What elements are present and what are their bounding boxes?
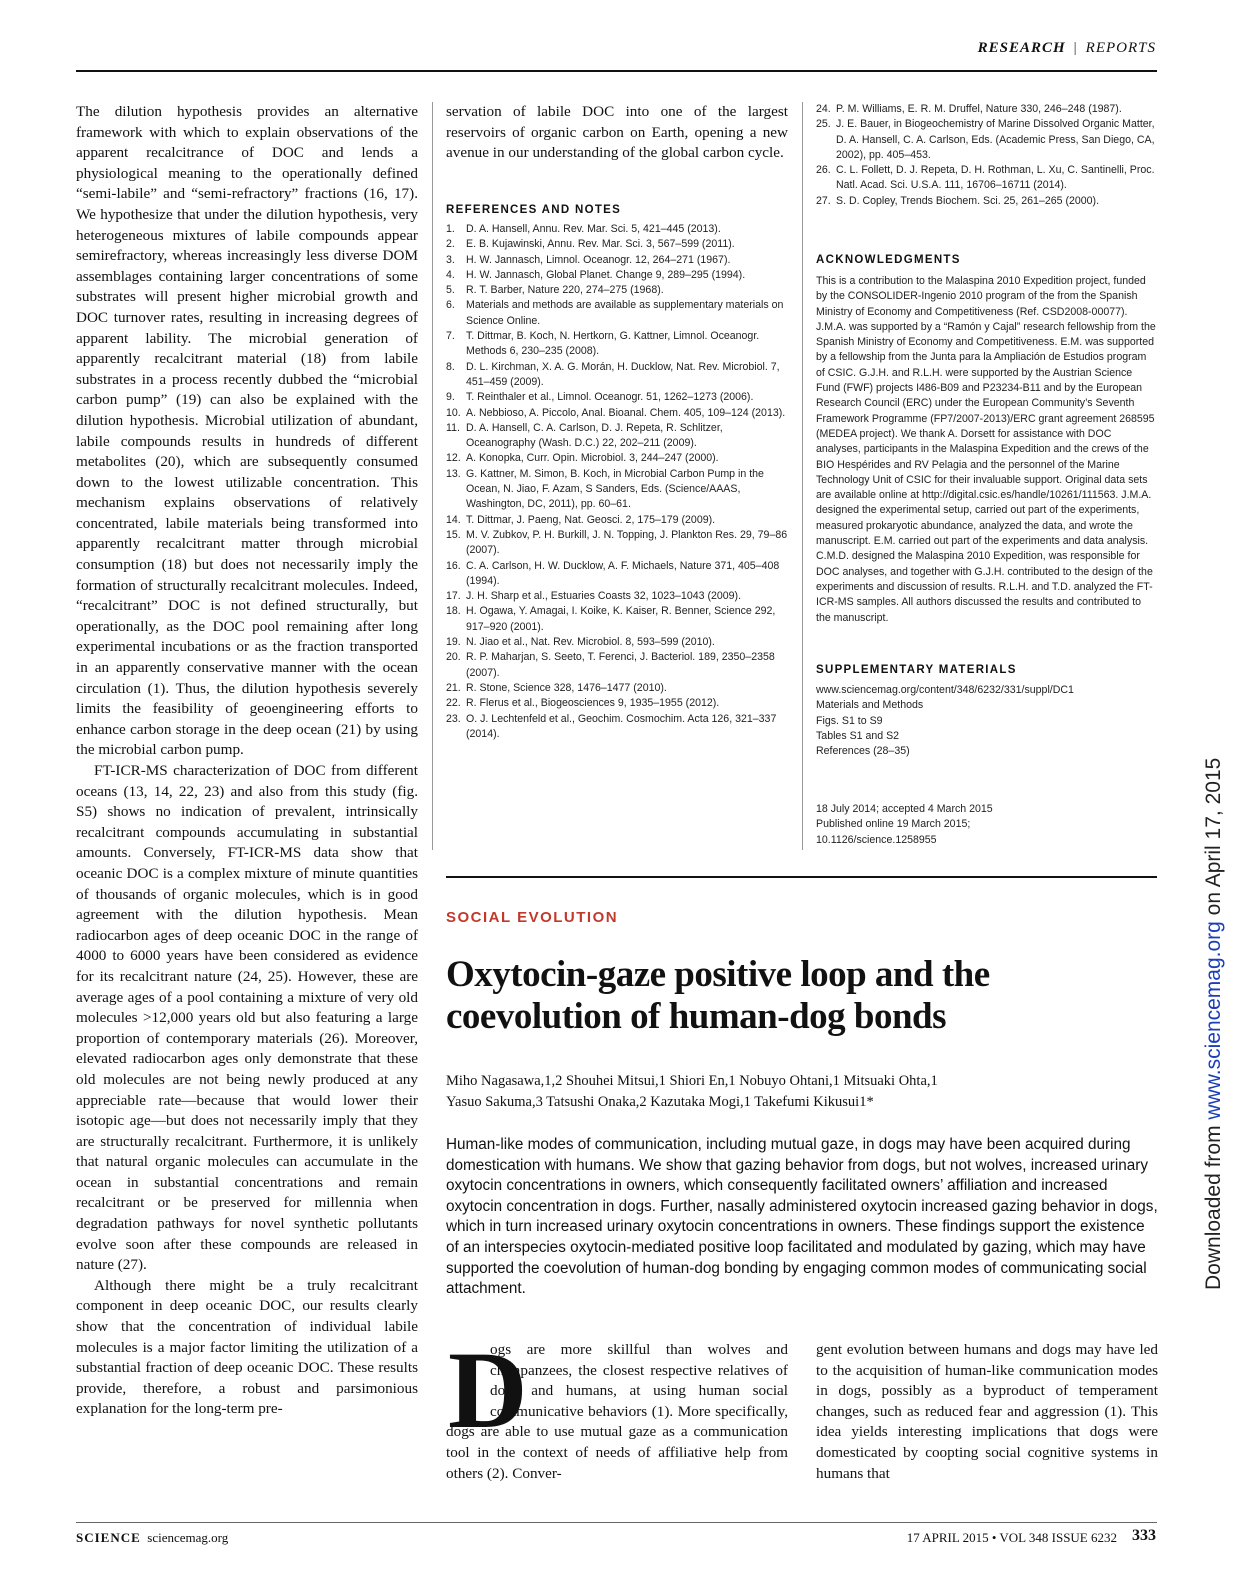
running-header xyxy=(978,40,1156,57)
reference-number: 15. xyxy=(446,528,461,541)
supplementary-link[interactable]: www.sciencemag.org/content/348/6232/331/suppl/DC1 xyxy=(816,684,1074,696)
acknowledgments-text: This is a contribution to the Malaspina 2010 Expedition project, funded by the CONSOLIDER-Ingenio 2010 program of the from the Spanish Ministry of Economy and Competitiveness (Ref. CSD2008-00077). J.M.A. was supported by a “Ramón y Cajal” research fellowship from the Spanish Ministry of Economy and Competitiveness. E.M. was supported by a fellowship from the Junta para la Ampliación de Estudios program of CSIC. G.J.H. and R.L.H. were supported by the Austrian Science Fund (FWF) projects I486-B09 and P23234-B11 and by the European Research Council (ERC) under the European Community’s Seventh Framework Programme (FP7/2007-2013)/ERC grant agreement 268595 (MEDEA project). We thank A. Dorsett for assistance with DOC analyses, participants in the Malaspina Expedition and the crews of the BIO Hespérides and RV Pelagia and the personnel of the Marine Technology Unit of CSIC for their invaluable support. Original data sets are available online at http://digital.csic.es/handle/10261/111563. J.M.A. designed the experimental setup, carried out part of the experiments, measured prokaryotic abundance, analyzed the data, and wrote the manuscript. E.M. carried out part of the experiments and data analysis. C.M.D. designed the Malaspina 2010 Expedition, was responsible for DOC analyses, and together with G.J.H. contributed to the design of the experiments and discussion of results. R.L.H. and T.D. analyzed the FT-ICR-MS samples. All authors discussed the results and contributed to the manuscript. xyxy=(816,275,1156,624)
reference-item xyxy=(446,421,790,452)
reference-number: 14. xyxy=(446,513,461,526)
header-section: RESEARCH xyxy=(977,40,1066,56)
reference-number: 18. xyxy=(446,605,461,618)
reference-item xyxy=(446,451,790,466)
reference-text: H. Ogawa, Y. Amagai, I. Koike, K. Kaiser, R. Benner, Science 292, 917–920 (2001). xyxy=(466,605,776,633)
reference-item xyxy=(446,268,790,283)
reference-item xyxy=(816,102,1158,117)
references-list-b xyxy=(816,102,1158,209)
reference-item xyxy=(446,681,790,696)
reference-number: 1. xyxy=(446,223,455,235)
reference-item xyxy=(446,360,790,391)
reference-number: 24. xyxy=(816,103,831,115)
reference-text: J. E. Bauer, in Biogeochemistry of Marine Dissolved Organic Matter, D. A. Hansell, C. A. Carlson, Eds. (Academic Press, San Diego, CA, 2002), pp. 405–453. xyxy=(836,118,1155,161)
reference-number: 22. xyxy=(446,697,461,710)
reference-number: 17. xyxy=(446,590,461,603)
reference-item xyxy=(446,298,790,329)
reference-text: R. Stone, Science 328, 1476–1477 (2010). xyxy=(466,681,667,694)
reference-text: E. B. Kujawinski, Annu. Rev. Mar. Sci. 3, 567–599 (2011). xyxy=(466,238,735,251)
column-divider-1 xyxy=(432,102,433,850)
reference-item xyxy=(446,528,790,559)
reference-number: 13. xyxy=(446,467,461,480)
reference-item xyxy=(446,696,790,711)
reference-item xyxy=(446,222,790,237)
reference-text: A. Konopka, Curr. Opin. Microbiol. 3, 244–247 (2000). xyxy=(466,452,719,465)
reference-number: 9. xyxy=(446,391,455,404)
supplementary-item: Figs. S1 to S9 xyxy=(816,714,883,727)
col1-paragraph-3: Although there might be a truly recalcitrant component in deep oceanic DOC, our results clearly show that the concentration of individual labile molecules is a major factor limiting the utilization of a substantial fraction of deep oceanic DOC. These results provide, therefore, a robust and parsimonious explanation for the long-term pre- xyxy=(76,1276,418,1418)
reference-item xyxy=(816,194,1158,209)
header-subsection: REPORTS xyxy=(1085,40,1156,56)
reference-number: 4. xyxy=(446,268,455,281)
references-list-a xyxy=(446,222,790,742)
supplementary-item: References (28–35) xyxy=(816,745,910,758)
reference-item xyxy=(446,283,790,298)
reference-item xyxy=(446,604,790,635)
footer-issue: 17 APRIL 2015 • VOL 348 ISSUE 6232 xyxy=(906,1530,1117,1545)
supplementary-heading: SUPPLEMENTARY MATERIALS xyxy=(816,664,1017,676)
reference-text: P. M. Williams, E. R. M. Druffel, Nature 330, 246–248 (1987). xyxy=(836,103,1122,115)
article-abstract: Human-like modes of communication, including mutual gaze, in dogs may have been acquired during domestication with humans. We show that gazing behavior from dogs, but not wolves, increased urinary oxytocin concentrations in owners, which consequently facilitated owners’ affiliation and increased oxytocin concentration in dogs. Further, nasally administered oxytocin increased gazing behavior in dogs, which in turn increased urinary oxytocin concentrations in owners. These findings support the existence of an interspecies oxytocin-mediated positive loop facilitated and modulated by gazing, which may have supported the coevolution of human-dog bonding by engaging common modes of communicating social attachment. xyxy=(446,1136,1158,1298)
reference-text: A. Nebbioso, A. Piccolo, Anal. Bioanal. Chem. 405, 109–124 (2013). xyxy=(466,406,786,419)
reference-text: R. T. Barber, Nature 220, 274–275 (1968). xyxy=(466,284,664,297)
reference-number: 12. xyxy=(446,452,461,465)
reference-item xyxy=(446,513,790,528)
article-body-col1: ogs are more skillful than wolves and chimpanzees, the closest respective relatives of dogs and humans, at using human social communicative behaviors (1). More specifically, dogs are able to use mutual gaze as a communication tool in the context of needs of affiliative help from others (2). Conver- xyxy=(446,1341,788,1482)
reference-number: 2. xyxy=(446,238,455,251)
header-separator: | xyxy=(1073,40,1078,56)
reference-number: 5. xyxy=(446,284,455,297)
acknowledgments-heading: ACKNOWLEDGMENTS xyxy=(816,254,961,266)
reference-text: N. Jiao et al., Nat. Rev. Microbiol. 8, 593–599 (2010). xyxy=(466,636,715,649)
reference-text: R. Flerus et al., Biogeosciences 9, 1935–1955 (2012). xyxy=(466,697,720,710)
doi: 10.1126/science.1258955 xyxy=(816,833,937,846)
article-title: Oxytocin-gaze positive loop and the coevolution of human-dog bonds xyxy=(446,954,990,1037)
references-heading: REFERENCES AND NOTES xyxy=(446,204,622,216)
download-watermark: Downloaded from www.sciencemag.org on April 17, 2015 xyxy=(1202,757,1225,1290)
reference-text: M. V. Zubkov, P. H. Burkill, J. N. Topping, J. Plankton Res. 29, 79–86 (2007). xyxy=(466,528,788,557)
reference-number: 23. xyxy=(446,712,461,725)
reference-number: 26. xyxy=(816,164,831,177)
reference-item xyxy=(816,117,1158,163)
reference-number: 6. xyxy=(446,299,455,312)
supplementary-item: Materials and Methods xyxy=(816,699,924,712)
reference-text: O. J. Lechtenfeld et al., Geochim. Cosmochim. Acta 126, 321–337 (2014). xyxy=(466,712,777,740)
article-body-col2: gent evolution between humans and dogs may have led to the acquisition of human-like communication modes in dogs, possibly as a byproduct of temperament changes, such as reduced fear and aggression (1). This idea yields interesting implications that dogs were domesticated by coopting social cognitive systems in humans that xyxy=(816,1341,1158,1482)
drop-cap: D xyxy=(448,1329,528,1451)
reference-number: 25. xyxy=(816,118,831,131)
reference-number: 20. xyxy=(446,651,461,664)
reference-number: 21. xyxy=(446,681,461,694)
reference-text: C. A. Carlson, H. W. Ducklow, A. F. Michaels, Nature 371, 405–408 (1994). xyxy=(466,559,780,587)
reference-item xyxy=(446,635,790,650)
column-2-text: servation of labile DOC into one of the largest reservoirs of organic carbon on Earth, opening a new avenue in our understanding of the global carbon cycle. xyxy=(446,103,788,162)
reference-text: R. P. Maharjan, S. Seeto, T. Ferenci, J. Bacteriol. 189, 2350–2358 (2007). xyxy=(466,651,775,679)
published-date: Published online 19 March 2015; xyxy=(816,818,971,831)
reference-item xyxy=(446,390,790,405)
reference-text: T. Reinthaler et al., Limnol. Oceanogr. 51, 1262–1273 (2006). xyxy=(466,391,754,404)
reference-number: 3. xyxy=(446,253,455,266)
reference-item xyxy=(446,712,790,743)
reference-item xyxy=(446,237,790,252)
download-source-link[interactable]: www.sciencemag.org xyxy=(1202,921,1225,1120)
footer-left xyxy=(76,1530,228,1546)
col1-paragraph-1: The dilution hypothesis provides an alternative framework with which to explain observations of the apparent recalcitrance of DOC and lends a physiological meaning to the operationally defined “semi-labile” and “semi-refractory” fractions (16, 17). We hypothesize that under the dilution hypothesis, very heterogeneous mixtures of labile compounds appear semirefractory, whereas increasingly less diverse DOM assemblages containing larger concentrations of some substrates will present higher microbial growth and DOC turnover rates, resulting in increasing degrees of apparent lability. The microbial generation of apparently recalcitrant material (18) from labile substrates in a process recently dubbed the “microbial carbon pump” (19) can also be explained with the dilution hypothesis. Microbial utilization of abundant, labile compounds results in hundreds of different metabolites (20), which are subsequently consumed down to the lowest utilizable concentration. This mechanism explains observations of relatively concentrated, labile materials being transformed into apparently recalcitrant matter through microbial consumption (18) but does not necessarily imply the formation of structurally recalcitrant molecules. Indeed, “recalcitrant” DOC is not defined structurally, but operationally, as the DOC pool remaining after long experimental incubations or as the fraction transported in an apparently conservative manner with the ocean circulation (1). Thus, the dilution hypothesis severely limits the feasibility of geoengineering efforts to enhance carbon storage in the deep ocean (21) by using the microbial carbon pump. xyxy=(76,103,418,759)
reference-number: 7. xyxy=(446,330,455,343)
reference-text: J. H. Sharp et al., Estuaries Coasts 32, 1023–1043 (2009). xyxy=(466,590,742,603)
footer-rule xyxy=(76,1522,1157,1523)
article-authors: Miho Nagasawa,1,2 Shouhei Mitsui,1 Shiori En,1 Nobuyo Ohtani,1 Mitsuaki Ohta,1 Yasuo Sakuma,3 Tatsushi Onaka,2 Kazutaka Mogi,1 Takefumi Kikusui1* xyxy=(446,1073,938,1110)
reference-text: G. Kattner, M. Simon, B. Koch, in Microbial Carbon Pump in the Ocean, N. Jiao, F. Azam, S Sanders, Eds. (Science/AAAS, Washington, DC, 2011), pp. 60–61. xyxy=(466,467,764,511)
reference-text: Materials and methods are available as supplementary materials on Science Online. xyxy=(466,299,784,327)
reference-item xyxy=(446,589,790,604)
reference-item xyxy=(446,467,790,513)
reference-text: D. L. Kirchman, X. A. G. Morán, H. Ducklow, Nat. Rev. Microbiol. 7, 451–459 (2009). xyxy=(466,360,780,388)
reference-item xyxy=(816,163,1158,194)
reference-item xyxy=(446,329,790,360)
reference-number: 19. xyxy=(446,636,461,649)
reference-number: 10. xyxy=(446,406,461,419)
reference-number: 27. xyxy=(816,194,831,207)
reference-text: C. L. Follett, D. J. Repeta, D. H. Rothman, L. Xu, C. Santinelli, Proc. Natl. Acad. Sci. U.S.A. 111, 16706–16711 (2014). xyxy=(836,164,1155,192)
reference-text: H. W. Jannasch, Global Planet. Change 9, 289–295 (1994). xyxy=(466,268,746,281)
supplementary-item: Tables S1 and S2 xyxy=(816,729,900,742)
reference-text: D. A. Hansell, C. A. Carlson, D. J. Repeta, R. Schlitzer, Oceanography (Wash. D.C.) 22, 202–211 (2009). xyxy=(466,421,723,450)
reference-item xyxy=(446,406,790,421)
footer-site: sciencemag.org xyxy=(147,1530,229,1545)
received-accepted-date: 18 July 2014; accepted 4 March 2015 xyxy=(816,803,993,815)
supplementary-list xyxy=(816,683,1158,759)
reference-text: S. D. Copley, Trends Biochem. Sci. 25, 261–265 (2000). xyxy=(836,194,1100,207)
reference-text: T. Dittmar, B. Koch, N. Hertkorn, G. Kattner, Limnol. Oceanogr. Methods 6, 230–235 (2008). xyxy=(466,330,760,358)
article-separator-rule xyxy=(446,876,1157,878)
reference-text: T. Dittmar, J. Paeng, Nat. Geosci. 2, 175–179 (2009). xyxy=(466,513,716,526)
article-dates xyxy=(816,802,1158,848)
col1-paragraph-2: FT-ICR-MS characterization of DOC from different oceans (13, 14, 22, 23) and also from this study (fig. S5) shows no indication of prevalent, intrinsically recalcitrant compounds accumulating in substantial amounts. Conversely, FT-ICR-MS data show that oceanic DOC is a complex mixture of minute quantities of thousands of organic molecules, which is in good agreement with the dilution hypothesis. Mean radiocarbon ages of deep oceanic DOC in the range of 4000 to 6000 years have been considered as evidence for its recalcitrant nature (24, 25). However, these are average ages of a pool containing a mixture of very old molecules >12,000 years old but also featuring a large proportion of contemporary materials (26). Moreover, elevated radiocarbon ages only demonstrate that these old molecules are not being newly produced at any appreciable rate—because that would lower their isotopic age—but does not necessarily imply that they are structurally recalcitrant. Furthermore, it is unlikely that natural organic molecules can accumulate in the ocean in substantial concentrations and remain recalcitrant or be preserved for millennia when degradation pathways for novel synthetic pollutants evolve soon after these compounds are released in nature (27). xyxy=(76,762,418,1274)
reference-number: 16. xyxy=(446,559,461,572)
page-number: 333 xyxy=(1132,1527,1156,1544)
article-kicker: SOCIAL EVOLUTION xyxy=(446,909,619,926)
reference-item xyxy=(446,559,790,590)
reference-number: 8. xyxy=(446,360,455,373)
reference-text: D. A. Hansell, Annu. Rev. Mar. Sci. 5, 421–445 (2013). xyxy=(466,223,721,235)
reference-number: 11. xyxy=(446,421,460,434)
reference-item xyxy=(446,650,790,681)
column-divider-2 xyxy=(802,102,803,850)
header-rule xyxy=(76,70,1157,72)
reference-item xyxy=(446,253,790,268)
reference-text: H. W. Jannasch, Limnol. Oceanogr. 12, 264–271 (1967). xyxy=(466,253,731,266)
footer-journal: SCIENCE xyxy=(76,1530,141,1545)
column-1 xyxy=(76,102,418,1420)
